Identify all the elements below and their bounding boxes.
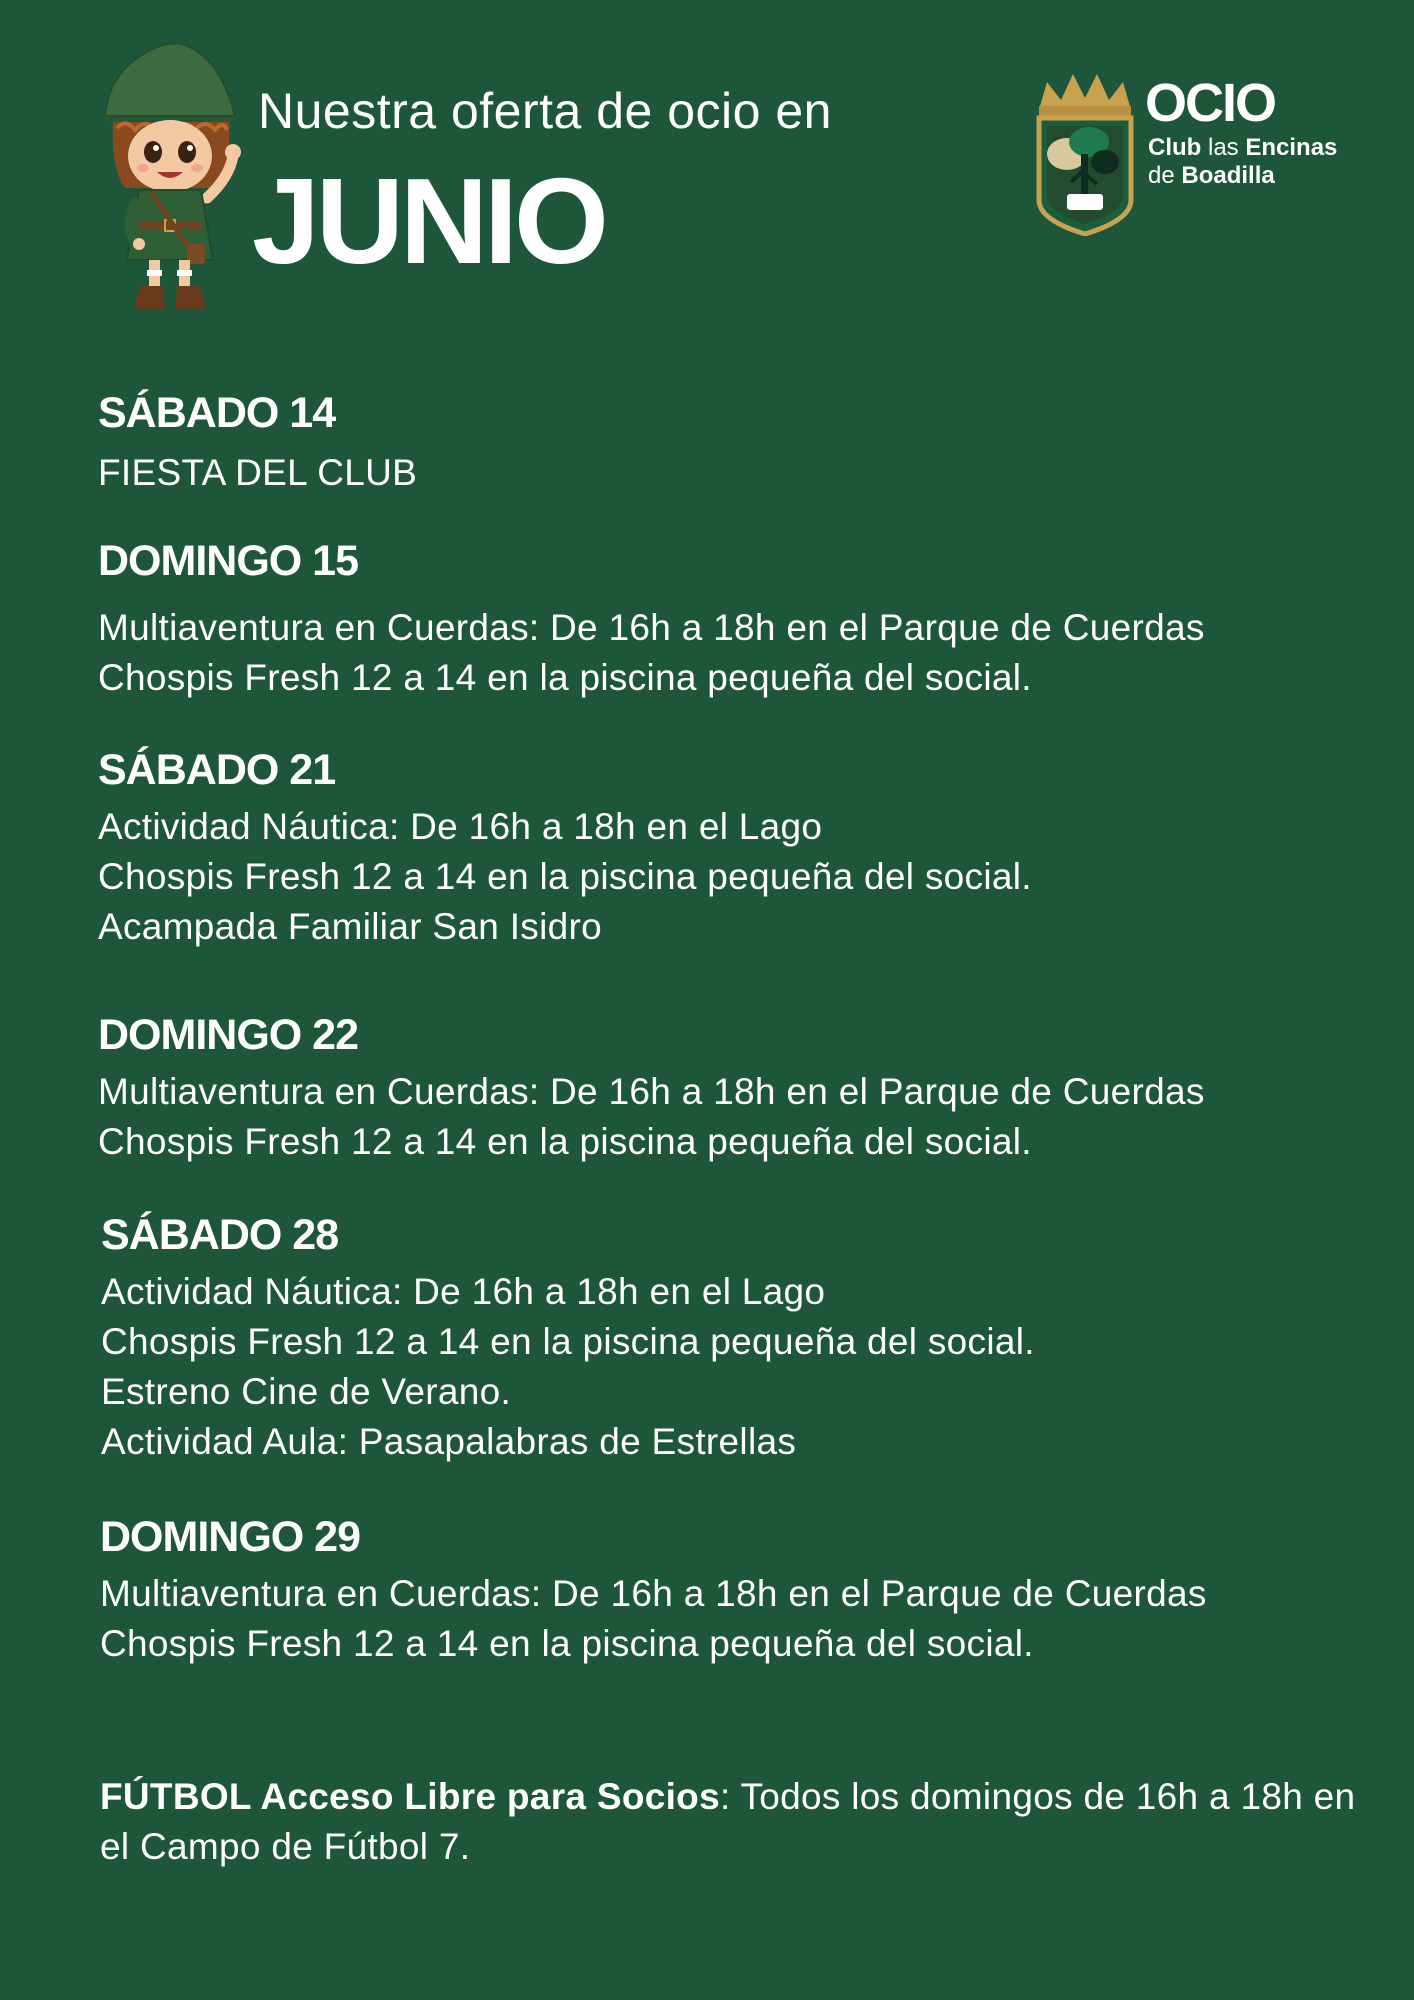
day-title: DOMINGO 22 [98, 1011, 358, 1059]
logo-club-name: Club las Encinas [1148, 134, 1338, 161]
logo-title: OCIO [1145, 73, 1276, 133]
football-note-text: : Todos los domingos de 16h a 18h en el Campo de Fútbol 7. [100, 1776, 1356, 1867]
day-domingo-29 [100, 1513, 1207, 1669]
activity-item: Chospis Fresh 12 a 14 en la piscina pequeña del social. [98, 1121, 1032, 1162]
activity-item: Multiaventura en Cuerdas: De 16h a 18h en el Parque de Cuerdas [98, 1071, 1205, 1112]
header-subtitle: Nuestra oferta de ocio en [258, 83, 832, 139]
day-title: DOMINGO 29 [100, 1513, 360, 1561]
day-sabado-28 [101, 1211, 1035, 1467]
football-note [100, 1772, 1370, 1872]
activity-item: Actividad Aula: Pasapalabras de Estrellas [101, 1421, 797, 1462]
activity-item: Actividad Náutica: De 16h a 18h en el Lago [101, 1271, 826, 1312]
club-logo [1033, 70, 1353, 240]
page-title: JUNIO [252, 153, 605, 289]
activity-item: Chospis Fresh 12 a 14 en la piscina pequeña del social. [98, 657, 1032, 698]
football-note-heading: FÚTBOL Acceso Libre para Socios [100, 1776, 720, 1817]
activity-item: Multiaventura en Cuerdas: De 16h a 18h en el Parque de Cuerdas [100, 1573, 1207, 1614]
day-sabado-21 [98, 746, 1032, 952]
activity-item: Estreno Cine de Verano. [101, 1371, 512, 1412]
day-domingo-22 [98, 1011, 1205, 1167]
day-title: SÁBADO 14 [98, 389, 336, 437]
day-title: SÁBADO 21 [98, 746, 336, 794]
activity-item: Acampada Familiar San Isidro [98, 906, 602, 947]
activity-item: FIESTA DEL CLUB [98, 452, 418, 493]
activity-item: Chospis Fresh 12 a 14 en la piscina pequeña del social. [100, 1623, 1034, 1664]
activity-item: Actividad Náutica: De 16h a 18h en el Lago [98, 806, 823, 847]
activity-item: Chospis Fresh 12 a 14 en la piscina pequeña del social. [101, 1321, 1035, 1362]
activity-item: Multiaventura en Cuerdas: De 16h a 18h en el Parque de Cuerdas [98, 607, 1205, 648]
day-title: SÁBADO 28 [101, 1211, 339, 1259]
explorer-girl-mascot-icon [95, 38, 245, 320]
activity-item: Chospis Fresh 12 a 14 en la piscina pequeña del social. [98, 856, 1032, 897]
day-title: DOMINGO 15 [98, 537, 358, 585]
club-shield-icon [1033, 70, 1138, 236]
day-sabado-14 [98, 389, 418, 498]
day-domingo-15 [98, 537, 1205, 703]
logo-location: de Boadilla [1148, 162, 1275, 189]
